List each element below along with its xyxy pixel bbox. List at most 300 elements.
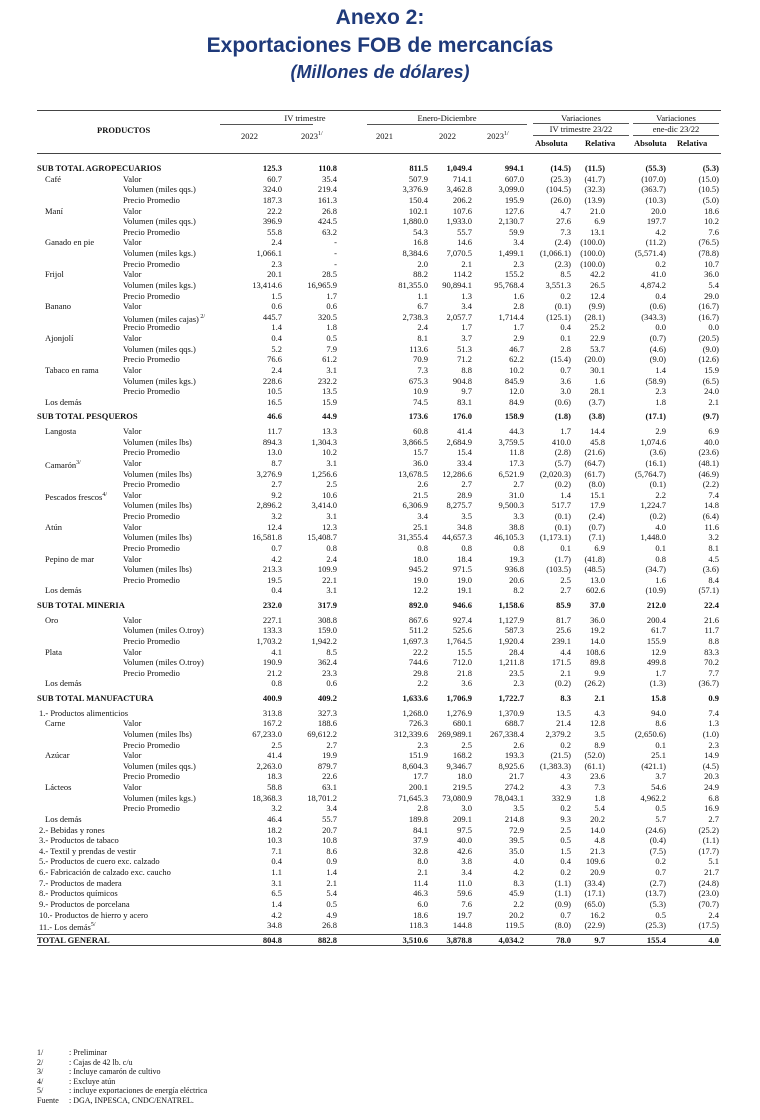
- cell-value: 12.3: [322, 521, 337, 532]
- cell-value: 6.7: [417, 301, 428, 312]
- cell-value: 81,355.0: [398, 279, 428, 290]
- cell-value: 0.2: [560, 290, 571, 301]
- table-row: [37, 668, 721, 679]
- cell-value: (64.7): [584, 457, 605, 468]
- table-row: [37, 750, 721, 761]
- cell-value: 9.9: [594, 667, 605, 678]
- cell-value: 2,684.9: [446, 436, 472, 447]
- cell-value: 209.1: [452, 813, 472, 824]
- cell-value: 44.3: [509, 426, 524, 436]
- product-name: SUB TOTAL MINERIA: [37, 600, 125, 610]
- product-name: Los demás: [45, 396, 82, 407]
- table-row: [37, 280, 721, 291]
- table-row: [37, 910, 721, 921]
- cell-value: 5.4: [594, 803, 605, 814]
- cell-value: 804.8: [262, 934, 282, 945]
- cell-value: (48.5): [584, 564, 605, 575]
- cell-value: 22.9: [590, 333, 605, 343]
- product-name: Los demás: [45, 813, 82, 824]
- cell-value: (52.0): [584, 750, 605, 761]
- cell-value: (34.7): [645, 564, 666, 575]
- table-row: [37, 269, 721, 280]
- cell-value: 32.8: [413, 845, 428, 856]
- cell-value: 36.0: [413, 457, 428, 468]
- product-name: Banano: [45, 301, 71, 312]
- cell-value: 60.8: [413, 426, 428, 436]
- cell-value: 0.4: [560, 322, 571, 333]
- table-row: [37, 426, 721, 437]
- cell-value: 8.5: [326, 646, 337, 657]
- cell-value: (1.3): [649, 678, 666, 689]
- cell-value: (21.6): [584, 447, 605, 458]
- header-productos: PRODUCTOS: [97, 125, 151, 135]
- cell-value: 3.7: [461, 333, 472, 343]
- cell-value: 3.8: [461, 856, 472, 867]
- table-row: [37, 301, 721, 312]
- header-ed-2023-label: 2023: [487, 131, 504, 141]
- cell-value: 21.4: [556, 718, 571, 729]
- cell-value: 67,233.0: [252, 728, 282, 739]
- cell-value: 21.7: [704, 867, 719, 877]
- cell-value: 2.3: [417, 739, 428, 750]
- cell-value: 69,612.2: [307, 728, 337, 739]
- cell-value: 9,346.7: [446, 760, 472, 771]
- cell-value: 17.7: [413, 771, 428, 782]
- cell-value: (32.3): [584, 184, 605, 195]
- cell-value: 13.5: [322, 386, 337, 397]
- cell-value: 712.0: [452, 657, 472, 668]
- cell-value: 0.5: [326, 333, 337, 343]
- cell-value: 2.2: [417, 678, 428, 689]
- cell-value: 19.7: [457, 909, 472, 920]
- footnote-ref: 3/: [76, 459, 81, 466]
- cell-value: 46.6: [267, 411, 282, 422]
- measure-label: Volumen (miles lbs): [123, 468, 192, 479]
- cell-value: 22.4: [704, 600, 719, 610]
- product-name: 5.- Productos de cuero exc. calzado: [39, 856, 160, 867]
- measure-label: Precio Promedio: [123, 803, 180, 814]
- cell-value: 18.0: [457, 771, 472, 782]
- measure-label: Valor: [123, 782, 142, 792]
- cell-value: 517.7: [551, 500, 571, 511]
- measure-label: Volumen (miles qqs.): [123, 343, 196, 354]
- cell-value: 46.7: [509, 343, 524, 354]
- cell-value: 219.5: [452, 782, 472, 792]
- cell-value: 2.1: [461, 258, 472, 269]
- cell-value: 10.5: [267, 386, 282, 397]
- product-name: Lácteos: [45, 782, 72, 792]
- cell-value: 61.7: [651, 625, 666, 636]
- cell-value: 206.2: [452, 194, 472, 205]
- cell-value: 8.6: [655, 718, 666, 729]
- cell-value: 214.8: [504, 813, 524, 824]
- cell-value: 8,925.6: [498, 760, 524, 771]
- table-row: [37, 354, 721, 365]
- cell-value: 55.7: [457, 226, 472, 237]
- cell-value: 4.9: [326, 909, 337, 920]
- product-name: Los demás: [45, 678, 82, 689]
- cell-value: 200.4: [646, 614, 666, 625]
- cell-value: (15.4): [550, 354, 571, 365]
- cell-value: 8.5: [560, 269, 571, 280]
- cell-value: 60.7: [267, 173, 282, 184]
- cell-value: (78.8): [698, 248, 719, 258]
- cell-value: 20.2: [509, 909, 524, 920]
- cell-value: (12.6): [698, 354, 719, 365]
- cell-value: (55.3): [645, 163, 666, 173]
- cell-value: 83.1: [457, 396, 472, 407]
- measure-label: Precio Promedio: [123, 194, 180, 205]
- measure-label: Precio Promedio: [123, 322, 180, 333]
- cell-value: 2.9: [513, 333, 524, 343]
- measure-label: Valor: [123, 269, 142, 280]
- cell-value: 1,304.3: [311, 436, 337, 447]
- cell-value: 78,043.1: [494, 792, 524, 803]
- table-row: [37, 920, 721, 931]
- cell-value: (20.5): [698, 333, 719, 343]
- cell-value: (1,066.1): [539, 248, 571, 258]
- cell-value: 680.1: [452, 718, 472, 729]
- table-row: [37, 365, 721, 376]
- table-row: [37, 248, 721, 259]
- cell-value: 159.0: [317, 625, 337, 636]
- cell-value: (0.6): [649, 301, 666, 312]
- cell-value: (1.7): [554, 553, 571, 564]
- cell-value: 232.0: [262, 600, 282, 610]
- cell-value: 410.0: [551, 436, 571, 447]
- measure-label: Valor: [123, 489, 142, 500]
- cell-value: 2.7: [326, 739, 337, 750]
- measure-label: Precio Promedio: [123, 386, 180, 397]
- cell-value: 84.1: [413, 824, 428, 835]
- cell-value: 11.4: [413, 877, 428, 888]
- cell-value: 2.7: [560, 585, 571, 596]
- cell-value: 40.0: [457, 835, 472, 846]
- product-name: 8.- Productos químicos: [39, 888, 118, 899]
- cell-value: 61.2: [322, 354, 337, 365]
- cell-value: 14.0: [590, 824, 605, 835]
- cell-value: 946.6: [452, 600, 472, 610]
- table-row: [37, 447, 721, 458]
- cell-value: 23.6: [590, 771, 605, 782]
- cell-value: (5,571.4): [634, 248, 666, 258]
- cell-value: 74.5: [413, 396, 428, 407]
- table-row: [37, 657, 721, 668]
- cell-value: 9.2: [271, 489, 282, 500]
- total-row: [37, 934, 721, 947]
- cell-value: 1,268.0: [402, 707, 428, 718]
- footnote-text: : Cajas de 42 lb. c/u: [69, 1057, 133, 1067]
- cell-value: (1,383.3): [539, 760, 571, 771]
- header-rule: [367, 124, 527, 125]
- cell-value: 36.0: [704, 269, 719, 280]
- table-row: [37, 740, 721, 751]
- cell-value: 30.1: [590, 364, 605, 375]
- cell-value: (10.9): [645, 585, 666, 596]
- cell-value: 424.5: [317, 216, 337, 227]
- cell-value: (5.0): [702, 194, 719, 205]
- cell-value: 9.7: [594, 934, 605, 945]
- cell-value: 26.8: [322, 920, 337, 931]
- cell-value: 45.8: [590, 436, 605, 447]
- cell-value: (1.1): [554, 888, 571, 899]
- measure-label: Valor: [123, 301, 142, 312]
- cell-value: -: [334, 237, 337, 248]
- cell-value: 4.3: [560, 782, 571, 792]
- measure-label: Volumen (miles kgs.): [123, 248, 196, 258]
- cell-value: 81.7: [556, 614, 571, 625]
- cell-value: 125.3: [262, 163, 282, 173]
- cell-value: (363.7): [641, 184, 666, 195]
- cell-value: 587.3: [504, 625, 524, 636]
- table-row: [37, 554, 721, 565]
- cell-value: 13.0: [590, 574, 605, 585]
- cell-value: 10.2: [704, 216, 719, 227]
- cell-value: 110.8: [318, 163, 337, 173]
- cell-value: 14.6: [457, 237, 472, 248]
- table-row: [37, 259, 721, 270]
- cell-value: 5.2: [271, 343, 282, 354]
- footnote-ref: 5/: [90, 922, 96, 929]
- table-row: [37, 227, 721, 238]
- cell-value: (9.7): [702, 411, 719, 422]
- cell-value: (10.5): [698, 184, 719, 195]
- measure-label: Volumen (miles qqs.): [123, 216, 196, 227]
- measure-label: Volumen (miles cajas) $^{2/}$: [123, 313, 206, 324]
- footnote-key: 1/: [37, 1048, 44, 1057]
- table-row: [37, 771, 721, 782]
- cell-value: 1,764.5: [446, 635, 472, 646]
- cell-value: 46,105.3: [494, 532, 524, 543]
- table-row: [37, 184, 721, 195]
- cell-value: 7.6: [461, 898, 472, 909]
- cell-value: 267,338.4: [490, 728, 524, 739]
- cell-value: 20.7: [322, 824, 337, 835]
- cell-value: (2,020.3): [539, 468, 571, 479]
- cell-value: 90,894.1: [442, 279, 472, 290]
- header-variaciones-ene: Variaciones: [656, 113, 696, 123]
- measure-label: Precio Promedio: [123, 354, 180, 365]
- cell-value: 10.7: [704, 258, 719, 269]
- header-absoluta-iv: Absoluta: [535, 138, 568, 148]
- cell-value: 155.9: [646, 635, 666, 646]
- subtotal-row: [37, 693, 721, 704]
- cell-value: 3.2: [271, 803, 282, 814]
- cell-value: -: [334, 248, 337, 258]
- measure-label: Precio Promedio: [123, 635, 180, 646]
- cell-value: 4,962.2: [640, 792, 666, 803]
- table-row: [37, 718, 721, 729]
- measure-label: Valor: [123, 333, 142, 343]
- cell-value: 945.2: [408, 564, 428, 575]
- product-name: Frijol: [45, 269, 64, 280]
- footnote-key: 5/: [37, 1086, 44, 1096]
- cell-value: 46.4: [267, 813, 282, 824]
- cell-value: 34.8: [267, 920, 282, 931]
- cell-value: (0.2): [554, 678, 571, 689]
- product-name: Plata: [45, 646, 62, 657]
- cell-value: 2.3: [708, 739, 719, 750]
- cell-value: 3,510.6: [402, 934, 428, 945]
- cell-value: 3,462.8: [446, 184, 472, 195]
- cell-value: 3.1: [326, 511, 337, 521]
- subtotal-row: [37, 600, 721, 611]
- cell-value: 1.3: [708, 718, 719, 729]
- table-row: [37, 522, 721, 533]
- cell-value: (21.5): [550, 750, 571, 761]
- cell-value: 12.4: [267, 521, 282, 532]
- cell-value: (0.1): [554, 521, 571, 532]
- table-row: [37, 867, 721, 878]
- table-row: [37, 835, 721, 846]
- cell-value: 33.4: [457, 457, 472, 468]
- measure-label: Valor: [123, 426, 142, 436]
- cell-value: 994.1: [504, 163, 524, 173]
- header-absoluta-ene: Absoluta: [634, 138, 667, 148]
- cell-value: 2,896.2: [256, 500, 282, 511]
- product-name: 7.- Productos de madera: [39, 877, 122, 888]
- cell-value: (100.0): [580, 248, 605, 258]
- cell-value: 158.9: [504, 411, 524, 422]
- measure-label: Valor: [123, 364, 142, 375]
- cell-value: 3.2: [708, 532, 719, 543]
- cell-value: 151.9: [408, 750, 428, 761]
- cell-value: 53.7: [590, 343, 605, 354]
- cell-value: (1.1): [554, 877, 571, 888]
- cell-value: 927.4: [452, 614, 472, 625]
- cell-value: 1,211.8: [498, 657, 524, 668]
- table-row: [37, 878, 721, 889]
- product-name: Ajonjolí: [45, 333, 74, 343]
- cell-value: (23.6): [698, 447, 719, 458]
- cell-value: 28.4: [509, 646, 524, 657]
- cell-value: 59.9: [509, 226, 524, 237]
- header-iv-trimestre: IV trimestre: [284, 113, 326, 123]
- cell-value: 10.8: [322, 835, 337, 846]
- cell-value: 16.2: [590, 909, 605, 920]
- cell-value: (0.7): [588, 521, 605, 532]
- cell-value: (10.3): [645, 194, 666, 205]
- footnote-text: : Incluye camarón de cultivo: [69, 1067, 161, 1077]
- table-row: [37, 500, 721, 511]
- cell-value: 0.5: [326, 898, 337, 909]
- cell-value: 16.5: [267, 396, 282, 407]
- cell-value: (11.2): [645, 237, 666, 248]
- cell-value: 0.8: [271, 678, 282, 689]
- cell-value: 8.2: [513, 585, 524, 596]
- cell-value: 894.3: [262, 436, 282, 447]
- cell-value: 3,276.9: [256, 468, 282, 479]
- cell-value: (9.0): [702, 343, 719, 354]
- cell-value: 511.2: [409, 625, 428, 636]
- cell-value: 3,414.0: [311, 500, 337, 511]
- cell-value: 525.6: [452, 625, 472, 636]
- cell-value: 40.0: [704, 436, 719, 447]
- cell-value: (2.7): [649, 877, 666, 888]
- cell-value: 45.9: [509, 888, 524, 899]
- product-name: SUB TOTAL PESQUEROS: [37, 411, 138, 422]
- cell-value: 18.6: [413, 909, 428, 920]
- cell-value: (24.8): [698, 877, 719, 888]
- cell-value: 2.4: [417, 322, 428, 333]
- cell-value: 2.3: [513, 258, 524, 269]
- cell-value: (1,173.1): [539, 532, 571, 543]
- cell-value: 36.0: [590, 614, 605, 625]
- cell-value: (76.5): [698, 237, 719, 248]
- measure-label: Precio Promedio: [123, 739, 180, 750]
- cell-value: 1,722.7: [498, 693, 524, 703]
- cell-value: 102.1: [408, 205, 428, 216]
- cell-value: 2.4: [271, 364, 282, 375]
- cell-value: 1.4: [326, 867, 337, 877]
- cell-value: (8.0): [588, 479, 605, 490]
- cell-value: 127.6: [504, 205, 524, 216]
- cell-value: 13,414.6: [252, 279, 282, 290]
- cell-value: (4.5): [702, 760, 719, 771]
- table-row: [37, 615, 721, 626]
- cell-value: 879.7: [317, 760, 337, 771]
- table-row: [37, 291, 721, 302]
- cell-value: 2.4: [271, 237, 282, 248]
- cell-value: 5.4: [708, 279, 719, 290]
- cell-value: 107.6: [452, 205, 472, 216]
- table-row: [37, 490, 721, 501]
- cell-value: 1,706.9: [446, 693, 472, 703]
- table-row: [37, 899, 721, 910]
- table-row: [37, 575, 721, 586]
- cell-value: 3.4: [513, 237, 524, 248]
- cell-value: (3.8): [588, 411, 605, 422]
- cell-value: 7.7: [708, 667, 719, 678]
- cell-value: 3.1: [271, 877, 282, 888]
- cell-value: 1,127.9: [498, 614, 524, 625]
- cell-value: 19.3: [509, 553, 524, 564]
- cell-value: 2.1: [417, 867, 428, 877]
- cell-value: 55.8: [267, 226, 282, 237]
- cell-value: 4.3: [594, 707, 605, 718]
- exports-table: [37, 110, 721, 946]
- cell-value: 2.1: [594, 693, 605, 703]
- cell-value: 3.1: [326, 457, 337, 468]
- cell-value: 19.9: [322, 750, 337, 761]
- cell-value: 688.7: [504, 718, 524, 729]
- cell-value: 892.0: [408, 600, 428, 610]
- cell-value: 1,066.1: [256, 248, 282, 258]
- cell-value: 1.1: [271, 867, 282, 877]
- cell-value: 1,697.3: [402, 635, 428, 646]
- cell-value: (2.4): [554, 237, 571, 248]
- cell-value: 409.2: [317, 693, 337, 703]
- cell-value: 54.6: [651, 782, 666, 792]
- footnote-ref: 4/: [102, 491, 108, 498]
- cell-value: 3.3: [513, 511, 524, 521]
- cell-value: 882.8: [317, 934, 337, 945]
- cell-value: 0.4: [560, 856, 571, 867]
- cell-value: 10.9: [413, 386, 428, 397]
- cell-value: 239.1: [551, 635, 571, 646]
- cell-value: 0.8: [461, 542, 472, 553]
- product-name: Oro: [45, 614, 59, 625]
- table-row: [37, 678, 721, 689]
- cell-value: 3,099.0: [498, 184, 524, 195]
- cell-value: (20.0): [584, 354, 605, 365]
- cell-value: 16,581.8: [252, 532, 282, 543]
- table-row: [37, 216, 721, 227]
- product-name: 1.- Productos alimenticios: [39, 707, 129, 718]
- cell-value: 1,703.2: [256, 635, 282, 646]
- cell-value: 744.6: [408, 657, 428, 668]
- cell-value: 15.8: [651, 693, 666, 703]
